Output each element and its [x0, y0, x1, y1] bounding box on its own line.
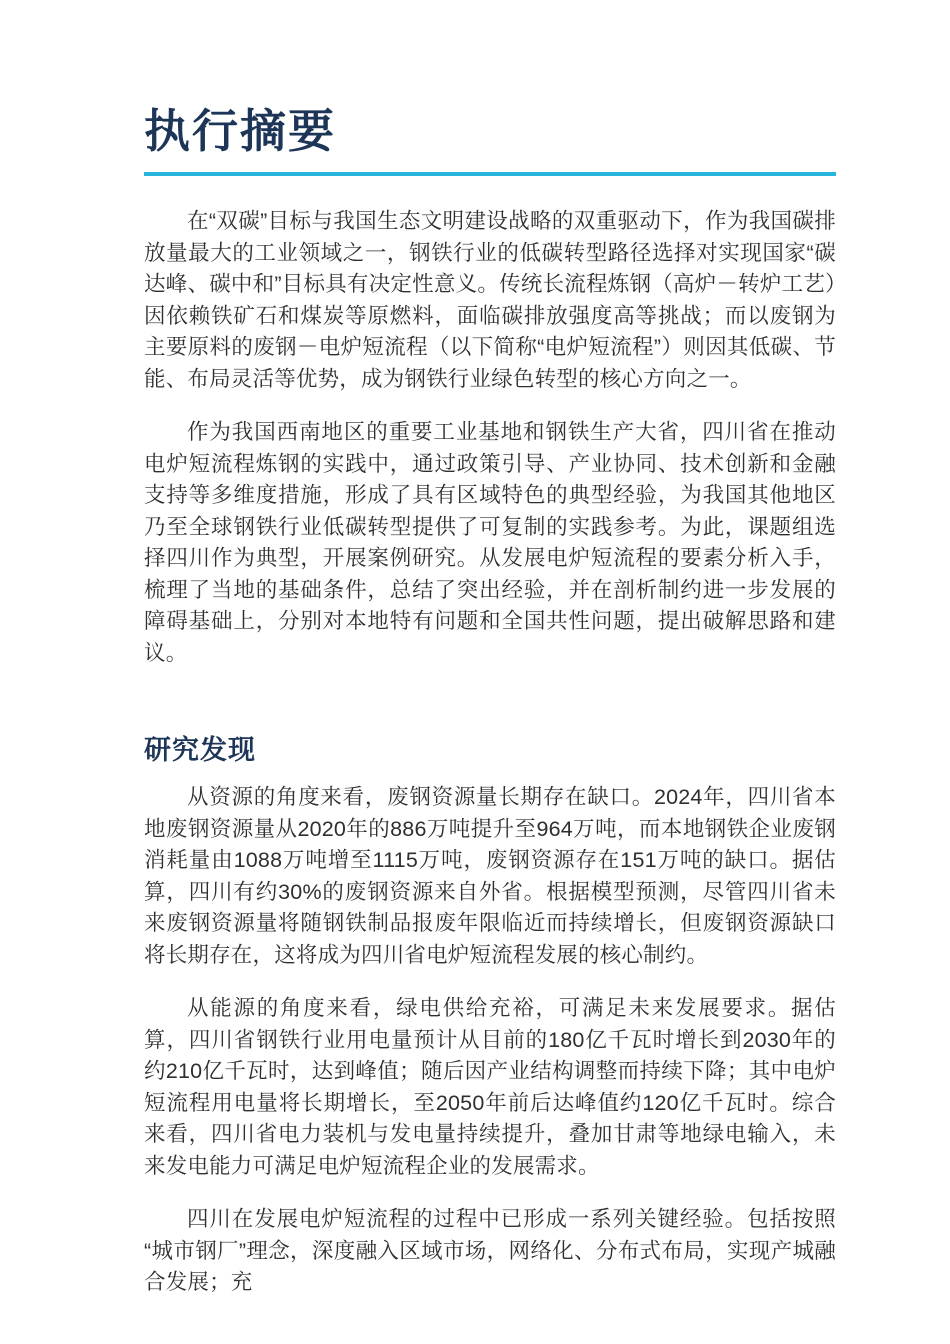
findings-paragraph-1: 从资源的角度来看，废钢资源量长期存在缺口。2024年，四川省本地废钢资源量从2020年的886万吨提升至964万吨，而本地钢铁企业废钢消耗量由1088万吨增至1115万吨，废钢资源存在151万吨的缺口。据估算，四川有约30%的废钢资源来自外省。根据模型预测，尽管四川省未来废钢资源量将随钢铁制品报废年限临近而持续增长，但废钢资源缺口将长期存在，这将成为四川省电炉短流程发展的核心制约。: [144, 785, 836, 967]
intro-paragraph-1: 在“双碳”目标与我国生态文明建设战略的双重驱动下，作为我国碳排放量最大的工业领域之一，钢铁行业的低碳转型路径选择对实现国家“碳达峰、碳中和”目标具有决定性意义。传统长流程炼钢（高炉－转炉工艺）因依赖铁矿石和煤炭等原燃料，面临碳排放强度高等挑战；而以废钢为主要原料的废钢－电炉短流程（以下简称“电炉短流程”）则因其低碳、节能、布局灵活等优势，成为钢铁行业绿色转型的核心方向之一。: [144, 209, 836, 391]
findings-heading-block: [144, 669, 836, 782]
intro-paragraph-2: 作为我国西南地区的重要工业基地和钢铁生产大省，四川省在推动电炉短流程炼钢的实践中，通过政策引导、产业协同、技术创新和金融支持等多维度措施，形成了具有区域特色的典型经验，为我国其他地区乃至全球钢铁行业低碳转型提供了可复制的实践参考。为此，课题组选择四川作为典型，开展案例研究。从发展电炉短流程的要素分析入手，梳理了当地的基础条件，总结了突出经验，并在剖析制约进一步发展的障碍基础上，分别对本地特有问题和全国共性问题，提出破解思路和建议。: [144, 420, 836, 665]
page-title: 执行摘要: [144, 105, 336, 157]
section-heading-findings: 研究发现: [144, 735, 256, 766]
findings-paragraph-2: 从能源的角度来看，绿电供给充裕，可满足未来发展要求。据估算，四川省钢铁行业用电量预计从目前的180亿千瓦时增长到2030年的约210亿千瓦时，达到峰值；随后因产业结构调整而持续下降；其中电炉短流程用电量将长期增长，至2050年前后达峰值约120亿千瓦时。综合来看，四川省电力装机与发电量持续提升，叠加甘肃等地绿电输入，未来发电能力可满足电炉短流程企业的发展需求。: [144, 996, 836, 1178]
findings-paragraph-3: 四川在发展电炉短流程的过程中已形成一系列关键经验。包括按照“城市钢厂”理念，深度融入区域市场，网络化、分布式布局，实现产城融合发展；充: [144, 1207, 836, 1295]
intro-section: [144, 176, 836, 669]
findings-section: [144, 782, 836, 1299]
page-content-column: [144, 0, 836, 1299]
